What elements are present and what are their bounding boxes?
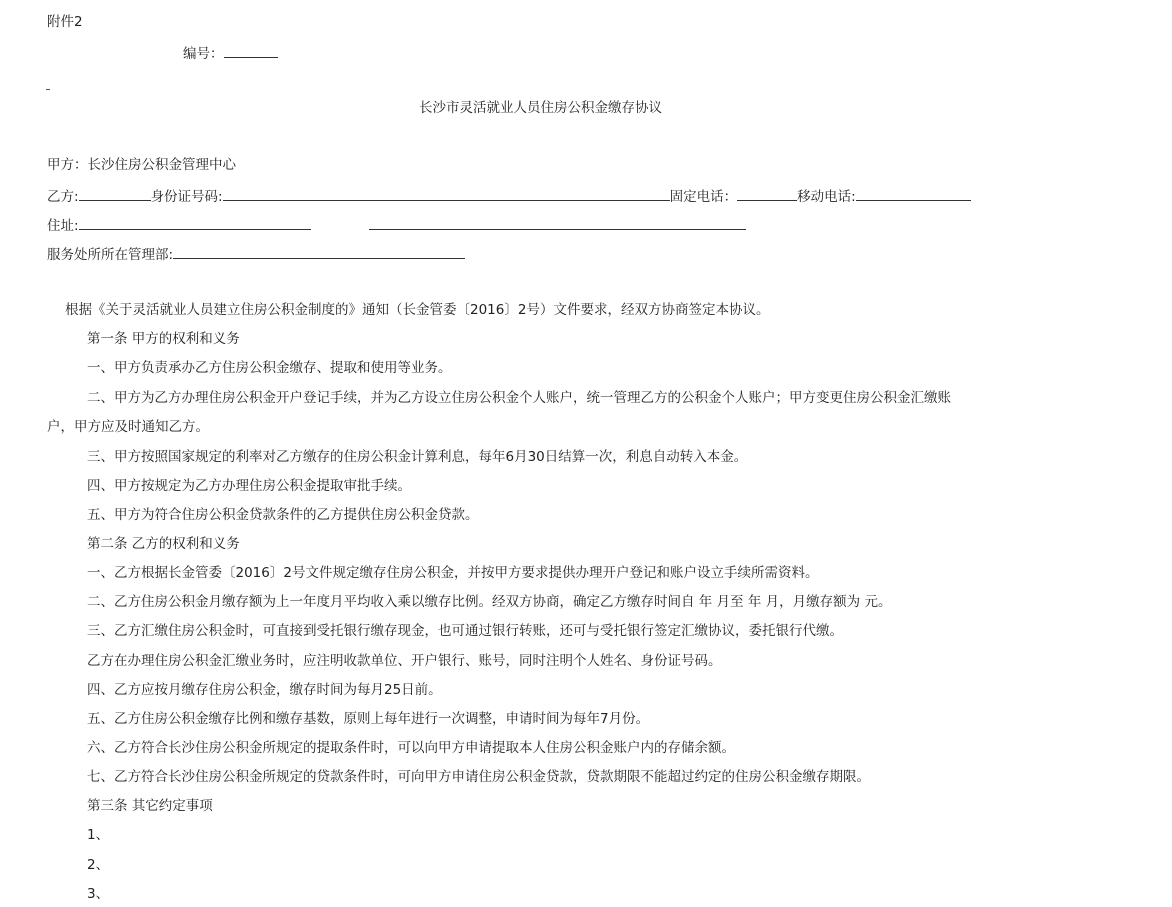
party-b-label: 乙方: [47,189,79,205]
article-3-item: 1、 [87,827,110,843]
stray-mark [46,84,50,90]
office-label: 服务处所所在管理部: [47,247,174,263]
article-1-item-continuation: 户，甲方应及时通知乙方。 [47,419,209,435]
serial-number-blank [224,43,278,58]
office-blank [173,244,465,259]
mobile-label: 移动电话: [797,189,856,205]
article-3-heading: 第三条 其它约定事项 [87,798,213,814]
article-1-item: 五、甲方为符合住房公积金贷款条件的乙方提供住房公积金贷款。 [87,507,479,523]
article-2-item: 七、乙方符合长沙住房公积金所规定的贷款条件时，可向甲方申请住房公积金贷款，贷款期限不能超过约定的住房公积金缴存期限。 [87,769,870,785]
mobile-blank [856,186,971,201]
party-a-line: 甲方：长沙住房公积金管理中心 [47,157,236,173]
address-blank-2-wrap [369,215,746,235]
article-2-heading: 第二条 乙方的权利和义务 [87,536,240,552]
intro-paragraph: 根据《关于灵活就业人员建立住房公积金制度的》通知（长金管委〔2016〕2号）文件要求，经双方协商签定本协议。 [65,302,770,318]
party-b-blank [79,186,151,201]
article-2-item: 二、乙方住房公积金月缴存额为上一年度月平均收入乘以缴存比例。经双方协商，确定乙方缴存时间自 年 月至 年 月，月缴存额为 元。 [87,594,892,610]
attachment-label: 附件2 [47,14,83,30]
article-1-item: 三、甲方按照国家规定的利率对乙方缴存的住房公积金计算利息，每年6月30日结算一次，利息自动转入本金。 [87,449,748,465]
article-1-heading: 第一条 甲方的权利和义务 [87,331,240,347]
address-row [47,215,311,235]
article-3-item: 2、 [87,857,110,873]
article-3-item: 3、 [87,886,110,902]
article-2-item: 五、乙方住房公积金缴存比例和缴存基数，原则上每年进行一次调整，申请时间为每年7月份。 [87,711,650,727]
article-2-item: 四、乙方应按月缴存住房公积金，缴存时间为每月25日前。 [87,682,442,698]
article-1-item: 二、甲方为乙方办理住房公积金开户登记手续，并为乙方设立住房公积金个人账户，统一管理乙方的公积金个人账户；甲方变更住房公积金汇缴账 [87,390,951,406]
address-blank-2 [369,215,746,230]
article-2-item: 三、乙方汇缴住房公积金时，可直接到受托银行缴存现金，也可通过银行转账，还可与受托银行签定汇缴协议，委托银行代缴。 [87,623,843,639]
office-row [47,244,465,264]
serial-number-row [183,43,278,63]
article-2-item: 乙方在办理住房公积金汇缴业务时，应注明收款单位、开户银行、账号，同时注明个人姓名、身份证号码。 [87,653,722,669]
id-number-blank [223,186,670,201]
article-2-item: 六、乙方符合长沙住房公积金所规定的提取条件时，可以向甲方申请提取本人住房公积金账户内的存储余额。 [87,740,735,756]
article-1-item: 一、甲方负责承办乙方住房公积金缴存、提取和使用等业务。 [87,360,452,376]
party-b-row [47,186,971,206]
document-title: 长沙市灵活就业人员住房公积金缴存协议 [419,100,662,116]
address-label: 住址: [47,218,79,234]
article-2-item: 一、乙方根据长金管委〔2016〕2号文件规定缴存住房公积金，并按甲方要求提供办理开户登记和账户设立手续所需资料。 [87,565,819,581]
landline-blank [737,186,797,201]
serial-number-label: 编号： [183,46,224,62]
address-blank-1 [79,215,311,230]
id-number-label: 身份证号码: [150,189,223,205]
landline-label: 固定电话： [669,189,738,205]
article-1-item: 四、甲方按规定为乙方办理住房公积金提取审批手续。 [87,478,411,494]
